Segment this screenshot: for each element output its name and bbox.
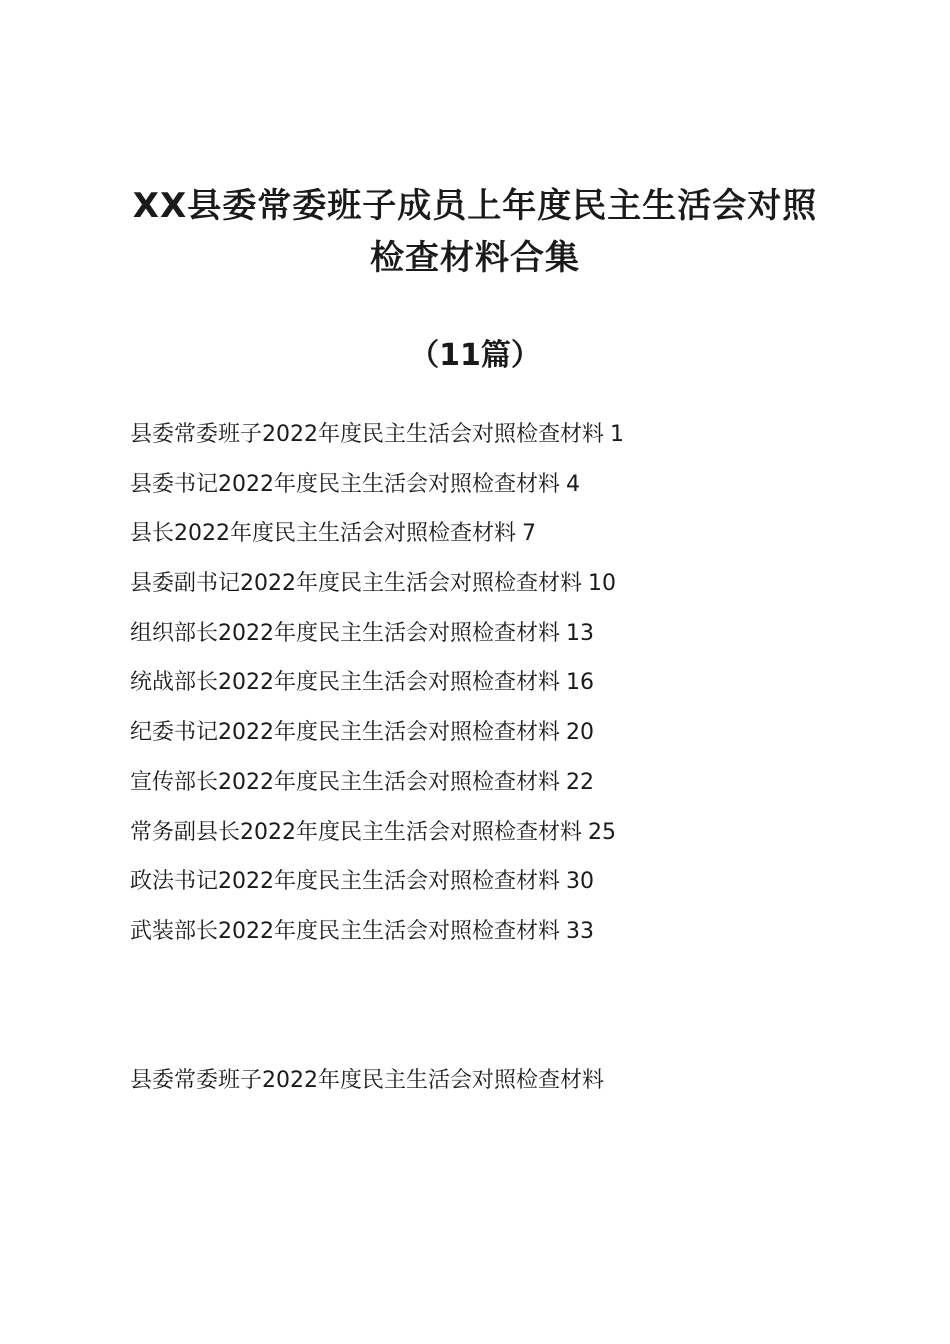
toc-item[interactable] (130, 816, 890, 866)
toc-item-page: 25 (588, 819, 616, 845)
toc-item-label: 县委书记2022年度民主生活会对照检查材料 (130, 471, 560, 497)
toc-item[interactable] (130, 617, 890, 667)
toc-item[interactable] (130, 567, 890, 617)
toc-item-label: 常务副县长2022年度民主生活会对照检查材料 (130, 819, 582, 845)
toc-item-page: 10 (588, 571, 616, 597)
document-title-line-2: 检查材料合集 (370, 238, 580, 278)
toc-item-label: 政法书记2022年度民主生活会对照检查材料 (130, 869, 560, 895)
toc-item-page: 13 (566, 620, 594, 646)
toc-item-page: 4 (566, 471, 580, 497)
toc-item[interactable] (130, 915, 890, 965)
toc-item[interactable] (130, 418, 890, 468)
toc-item[interactable] (130, 865, 890, 915)
toc-item-page: 33 (566, 918, 594, 944)
toc-item-page: 22 (566, 769, 594, 795)
toc-item[interactable] (130, 766, 890, 816)
toc-item-label: 组织部长2022年度民主生活会对照检查材料 (130, 620, 560, 646)
toc-item-label: 统战部长2022年度民主生活会对照检查材料 (130, 670, 560, 696)
toc-item-page: 30 (566, 869, 594, 895)
toc-item-page: 16 (566, 670, 594, 696)
toc-item-page: 1 (610, 422, 624, 447)
toc-item[interactable] (130, 517, 890, 567)
toc-item-label: 武装部长2022年度民主生活会对照检查材料 (130, 918, 560, 944)
toc-item[interactable] (130, 716, 890, 766)
toc-item-page: 20 (566, 720, 594, 746)
document-count-label: （11篇） (409, 338, 541, 373)
section-heading: 县委常委班子2022年度民主生活会对照检查材料 (130, 1068, 604, 1093)
toc-item[interactable] (130, 468, 890, 518)
toc-item-label: 县长2022年度民主生活会对照检查材料 (130, 521, 516, 547)
table-of-contents (130, 418, 890, 965)
toc-item[interactable] (130, 666, 890, 716)
toc-item-page: 7 (522, 521, 536, 547)
toc-item-label: 宣传部长2022年度民主生活会对照检查材料 (130, 769, 560, 795)
toc-item-label: 纪委书记2022年度民主生活会对照检查材料 (130, 720, 560, 746)
document-title-line-1: XX县委常委班子成员上年度民主生活会对照 (132, 186, 818, 226)
toc-item-label: 县委副书记2022年度民主生活会对照检查材料 (130, 571, 582, 597)
toc-item-label: 县委常委班子2022年度民主生活会对照检查材料 (130, 422, 604, 447)
